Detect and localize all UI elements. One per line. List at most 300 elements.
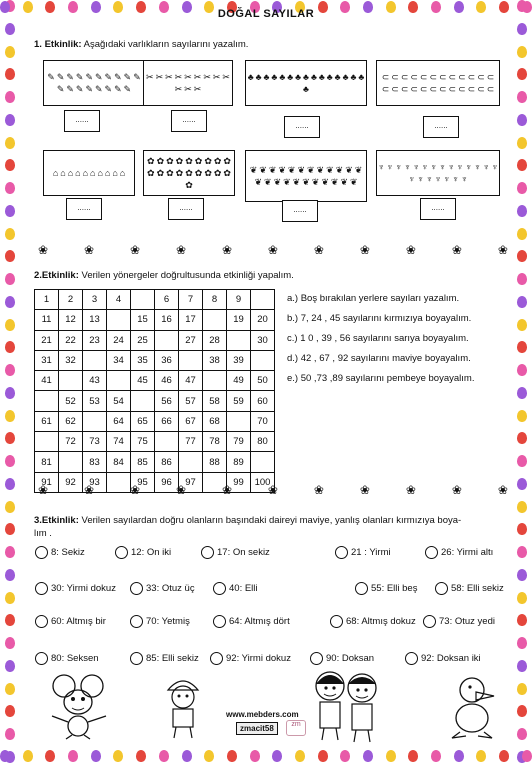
grid-cell: 61: [35, 411, 59, 431]
grid-cell: 79: [227, 432, 251, 452]
balloon-icon: [182, 750, 192, 762]
option-label: 33: Otuz üç: [146, 583, 195, 594]
option-label: 70: Yetmiş: [146, 616, 190, 627]
flower-icon: ❀: [451, 483, 462, 497]
flower-icon: ✿: [185, 156, 193, 166]
paperclip-icon: ⊂: [429, 84, 437, 94]
number-option: [35, 652, 99, 665]
grid-cell: 68: [203, 411, 227, 431]
balloon-icon: [272, 750, 282, 762]
grid-cell[interactable]: [59, 452, 83, 472]
flower-icon: ✿: [147, 156, 155, 166]
option-label: 60: Altmış bir: [51, 616, 106, 627]
answer-circle-icon[interactable]: [423, 615, 436, 628]
grid-cell: 52: [59, 391, 83, 411]
balloon-icon: [517, 455, 527, 467]
balloon-icon: [499, 750, 509, 762]
option-label: 8: Sekiz: [51, 547, 85, 558]
number-option: [405, 652, 481, 665]
answer-circle-icon[interactable]: [330, 615, 343, 628]
grid-row: [35, 290, 275, 310]
answer-box-8[interactable]: ......: [420, 198, 456, 220]
grid-cell: 64: [107, 411, 131, 431]
fish-icon: ❦: [278, 165, 286, 175]
answer-box-3[interactable]: ......: [284, 116, 320, 138]
objects-box-7: [245, 150, 367, 202]
number-option: [35, 582, 116, 595]
grid-cell[interactable]: [227, 330, 251, 350]
option-row: [35, 582, 515, 598]
balloon-icon: [5, 68, 15, 80]
pencil-icon: ✎: [123, 84, 132, 94]
ice-cream-icon: ♆: [460, 174, 468, 184]
instruction-item: e.) 50 ,73 ,89 sayılarını pembeye boyayalım.: [287, 373, 475, 384]
balloon-icon: [227, 750, 237, 762]
grid-cell: 95: [131, 472, 155, 492]
grid-cell: 43: [83, 371, 107, 391]
option-label: 40: Elli: [229, 583, 258, 594]
flower-icon: ✿: [213, 156, 222, 166]
cupcake-icon: ♣: [287, 72, 294, 82]
balloon-icon: [5, 228, 15, 240]
balloon-icon: [5, 660, 15, 672]
option-label: 92: Yirmi dokuz: [226, 653, 291, 664]
answer-circle-icon[interactable]: [130, 615, 143, 628]
grid-cell: 75: [131, 432, 155, 452]
number-option: [423, 615, 495, 628]
flower-icon: ❀: [313, 483, 324, 497]
fish-icon: ❦: [321, 177, 329, 187]
balloon-icon: [5, 91, 15, 103]
grid-cell: 13: [83, 310, 107, 330]
grid-cell: 34: [107, 350, 131, 370]
option-label: 90: Doksan: [326, 653, 375, 664]
balloon-icon: [517, 68, 527, 80]
number-option: [425, 546, 493, 559]
balloon-icon: [0, 750, 10, 762]
grid-cell: 88: [203, 452, 227, 472]
scissors-icon: ✂: [184, 72, 192, 82]
paperclip-icon: ⊂: [439, 72, 447, 82]
grid-cell: 7: [179, 290, 203, 310]
grid-cell: 56: [155, 391, 179, 411]
cupcake-icon: ♣: [247, 72, 254, 82]
grid-cell: 39: [227, 350, 251, 370]
flower-icon: ✿: [185, 168, 193, 178]
grid-cell[interactable]: [251, 350, 275, 370]
grid-row: [35, 452, 275, 472]
balloon-icon: [517, 273, 527, 285]
grid-cell: 16: [155, 310, 179, 330]
grid-cell: 19: [227, 310, 251, 330]
grid-cell: 74: [107, 432, 131, 452]
scissors-icon: ✂: [155, 72, 164, 82]
balloon-icon: [91, 750, 101, 762]
house-icon: ⌂: [104, 168, 111, 178]
balloon-icon: [5, 592, 15, 604]
flower-icon: ✿: [204, 168, 212, 178]
flower-icon: ❀: [38, 483, 49, 497]
balloon-icon: [45, 750, 55, 762]
balloon-icon: [250, 750, 260, 762]
fish-icon: ❦: [345, 165, 353, 175]
flower-icon: ✿: [156, 168, 165, 178]
flower-icon: ✿: [166, 168, 174, 178]
grid-cell: 45: [131, 371, 155, 391]
balloon-icon: [517, 432, 527, 444]
pencil-icon: ✎: [95, 84, 103, 94]
number-option: [330, 615, 416, 628]
ice-cream-icon: ♆: [447, 162, 455, 172]
grid-row: [35, 330, 275, 350]
balloon-icon: [517, 705, 527, 717]
paperclip-icon: ⊂: [381, 72, 390, 82]
pencil-icon: ✎: [95, 72, 103, 82]
answer-box-1[interactable]: ......: [64, 110, 100, 132]
paperclip-icon: ⊂: [381, 84, 390, 94]
paperclip-icon: ⊂: [458, 72, 466, 82]
grid-cell: 8: [203, 290, 227, 310]
flower-divider-2: [38, 483, 508, 497]
house-icon: ⌂: [97, 168, 103, 178]
balloon-icon: [454, 750, 464, 762]
grid-cell: 85: [131, 452, 155, 472]
section2-heading: [34, 270, 294, 281]
number-option: [130, 652, 199, 665]
section3-text-2: lım .: [34, 528, 52, 539]
fish-icon: ❦: [273, 177, 282, 187]
grid-cell[interactable]: [131, 290, 155, 310]
answer-circle-icon[interactable]: [335, 546, 348, 559]
paperclip-icon: ⊂: [400, 72, 409, 82]
number-option: [130, 582, 195, 595]
answer-box-6[interactable]: ......: [168, 198, 204, 220]
pencil-icon: ✎: [75, 84, 84, 94]
grid-cell: 38: [203, 350, 227, 370]
grid-cell: 73: [83, 432, 107, 452]
balloon-icon: [5, 205, 15, 217]
balloon-icon: [295, 750, 305, 762]
cupcake-icon: ♣: [255, 72, 262, 82]
pencil-icon: ✎: [75, 72, 84, 82]
paperclip-icon: ⊂: [448, 84, 457, 94]
answer-circle-icon[interactable]: [405, 652, 418, 665]
balloon-icon: [159, 750, 169, 762]
grid-cell: 60: [251, 391, 275, 411]
grid-cell: 97: [179, 472, 203, 492]
pencil-icon: ✎: [114, 84, 122, 94]
fish-icon: ❦: [292, 177, 301, 187]
scissors-icon: ✂: [212, 72, 221, 82]
balloon-icon: [517, 46, 527, 58]
option-row: [35, 546, 515, 562]
flower-icon: ❀: [221, 243, 232, 257]
flower-icon: ✿: [194, 168, 203, 178]
answer-circle-icon[interactable]: [213, 615, 226, 628]
number-option: [213, 582, 258, 595]
balloon-icon: [517, 569, 527, 581]
flower-icon: ❀: [38, 243, 49, 257]
number-option: [213, 615, 290, 628]
option-label: 68: Altmış dokuz: [346, 616, 416, 627]
balloon-icon: [517, 341, 527, 353]
grid-cell[interactable]: [35, 391, 59, 411]
grid-cell[interactable]: [251, 452, 275, 472]
answer-circle-icon[interactable]: [130, 582, 143, 595]
paperclip-icon: ⊂: [467, 72, 476, 82]
answer-box-7[interactable]: ......: [282, 200, 318, 222]
paperclip-icon: ⊂: [391, 84, 399, 94]
mouse-cartoon-icon: [44, 672, 114, 740]
balloon-icon: [476, 750, 486, 762]
grid-cell: 84: [107, 452, 131, 472]
ice-cream-icon: ♆: [430, 162, 437, 172]
grid-cell: 65: [131, 411, 155, 431]
answer-box-2[interactable]: ......: [171, 110, 207, 132]
fish-icon: ❦: [354, 165, 363, 175]
answer-box-4[interactable]: ......: [423, 116, 459, 138]
pencil-icon: ✎: [56, 72, 65, 82]
grid-cell[interactable]: [107, 310, 131, 330]
ice-cream-icon: ♆: [421, 162, 429, 172]
grid-row: [35, 432, 275, 452]
grid-cell: 99: [227, 472, 251, 492]
grid-cell: 1: [35, 290, 59, 310]
balloon-icon: [517, 296, 527, 308]
grid-cell: 4: [107, 290, 131, 310]
grid-cell: 67: [179, 411, 203, 431]
scissors-icon: ✂: [193, 84, 202, 94]
flower-icon: ❀: [267, 243, 278, 257]
answer-box-5[interactable]: ......: [66, 198, 102, 220]
fish-icon: ❦: [349, 177, 358, 187]
flower-icon: ❀: [405, 243, 416, 257]
grid-row: [35, 350, 275, 370]
grid-cell[interactable]: [203, 371, 227, 391]
grid-cell: 9: [227, 290, 251, 310]
grid-cell[interactable]: [155, 330, 179, 350]
cupcake-icon: ♣: [303, 84, 309, 94]
answer-circle-icon[interactable]: [35, 615, 48, 628]
grid-cell: 47: [179, 371, 203, 391]
objects-box-1: [43, 60, 145, 106]
paperclip-icon: ⊂: [477, 72, 485, 82]
balloon-icon: [517, 205, 527, 217]
flower-icon: ✿: [194, 156, 203, 166]
answer-circle-icon[interactable]: [35, 582, 48, 595]
option-label: 85: Elli sekiz: [146, 653, 199, 664]
grid-cell: 23: [83, 330, 107, 350]
grid-cell: 31: [35, 350, 59, 370]
objects-box-4: [376, 60, 500, 106]
ice-cream-icon: ♆: [474, 162, 481, 172]
fish-icon: ❦: [254, 177, 263, 187]
answer-circle-icon[interactable]: [435, 582, 448, 595]
balloon-icon: [5, 410, 15, 422]
flower-icon: ❀: [221, 483, 232, 497]
balloon-icon: [5, 319, 15, 331]
cupcake-icon: ♣: [318, 72, 325, 82]
paperclip-icon: ⊂: [458, 84, 466, 94]
answer-circle-icon[interactable]: [130, 652, 143, 665]
house-icon: ⌂: [75, 168, 81, 178]
balloon-icon: [340, 750, 350, 762]
grid-cell: 35: [131, 350, 155, 370]
balloon-icon: [113, 750, 123, 762]
grid-cell[interactable]: [35, 432, 59, 452]
balloon-icon: [517, 592, 527, 604]
number-grid: [34, 289, 275, 493]
website-link[interactable]: www.mebders.com: [226, 710, 299, 719]
flower-icon: ❀: [175, 483, 187, 497]
pencil-icon: ✎: [114, 72, 122, 82]
balloon-icon: [386, 750, 396, 762]
grid-cell: 59: [227, 391, 251, 411]
grid-cell: 93: [83, 472, 107, 492]
flower-icon: ❀: [497, 243, 508, 257]
house-icon: ⌂: [82, 168, 88, 178]
grid-row: [35, 411, 275, 431]
number-option: [355, 582, 417, 595]
option-label: 12: On iki: [131, 547, 172, 558]
balloon-icon: [5, 455, 15, 467]
grid-cell[interactable]: [251, 290, 275, 310]
fish-icon: ❦: [297, 165, 305, 175]
balloon-icon: [517, 91, 527, 103]
grid-cell: 89: [227, 452, 251, 472]
flower-icon: ❀: [359, 243, 370, 257]
flower-icon: ❀: [451, 243, 462, 257]
paperclip-icon: ⊂: [419, 84, 428, 94]
grid-cell[interactable]: [83, 411, 107, 431]
number-option: [115, 546, 171, 559]
grid-cell[interactable]: [203, 310, 227, 330]
objects-box-3: [245, 60, 367, 106]
flower-icon: ✿: [175, 168, 184, 178]
option-row: [35, 652, 515, 668]
ice-cream-icon: ♆: [425, 174, 433, 184]
grid-cell[interactable]: [83, 350, 107, 370]
flower-icon: ❀: [405, 483, 416, 497]
grid-cell: 11: [35, 310, 59, 330]
option-label: 21 : Yirmi: [351, 547, 391, 558]
flower-icon: ❀: [359, 483, 370, 497]
flower-icon: ✿: [147, 168, 155, 178]
cupcake-icon: ♣: [263, 72, 270, 82]
section2-label: 2.Etkinlik:: [34, 270, 79, 281]
house-icon: ⌂: [67, 168, 74, 178]
answer-circle-icon[interactable]: [355, 582, 368, 595]
paperclip-icon: ⊂: [439, 84, 447, 94]
balloon-icon: [517, 228, 527, 240]
scissors-icon: ✂: [184, 84, 192, 94]
fish-icon: ❦: [287, 165, 296, 175]
balloon-icon: [5, 137, 15, 149]
fish-icon: ❦: [316, 165, 325, 175]
grid-cell: 66: [155, 411, 179, 431]
house-icon: ⌂: [90, 168, 96, 178]
answer-circle-icon[interactable]: [213, 582, 226, 595]
paperclip-icon: ⊂: [448, 72, 457, 82]
answer-circle-icon[interactable]: [35, 652, 48, 665]
grid-cell: 32: [59, 350, 83, 370]
balloon-icon: [5, 296, 15, 308]
instruction-item: b.) 7, 24 , 45 sayılarını kırmızıya boyayalım.: [287, 313, 472, 324]
grid-cell[interactable]: [59, 371, 83, 391]
author-badge: zmacit58: [236, 722, 278, 735]
fish-icon: ❦: [283, 177, 291, 187]
option-label: 92: Doksan iki: [421, 653, 481, 664]
scissors-icon: ✂: [174, 72, 183, 82]
paperclip-icon: ⊂: [410, 84, 418, 94]
ice-cream-icon: ♆: [465, 162, 472, 172]
balloon-icon: [5, 683, 15, 695]
answer-circle-icon[interactable]: [115, 546, 128, 559]
answer-circle-icon[interactable]: [210, 652, 223, 665]
balloon-icon: [522, 750, 532, 762]
grid-cell[interactable]: [155, 432, 179, 452]
grid-cell[interactable]: [107, 371, 131, 391]
pencil-icon: ✎: [66, 84, 74, 94]
option-label: 64: Altmış dört: [229, 616, 290, 627]
grid-cell: 70: [251, 411, 275, 431]
grid-cell[interactable]: [179, 350, 203, 370]
section3-heading: [34, 514, 512, 540]
answer-circle-icon[interactable]: [35, 546, 48, 559]
cupcake-icon: ♣: [326, 72, 333, 82]
balloon-icon: [5, 23, 15, 35]
grid-cell[interactable]: [179, 452, 203, 472]
balloon-icon: [517, 523, 527, 535]
option-label: 58: Elli sekiz: [451, 583, 504, 594]
ice-cream-icon: ♆: [417, 174, 424, 184]
grid-cell[interactable]: [227, 411, 251, 431]
balloon-icon: [517, 114, 527, 126]
balloon-icon: [5, 387, 15, 399]
balloon-icon: [5, 569, 15, 581]
cupcake-icon: ♣: [310, 72, 317, 82]
flower-icon: ❀: [497, 483, 508, 497]
pencil-icon: ✎: [47, 72, 55, 82]
grid-cell: 62: [59, 411, 83, 431]
grid-cell: 2: [59, 290, 83, 310]
grid-cell: 83: [83, 452, 107, 472]
number-option: [130, 615, 190, 628]
fish-icon: ❦: [249, 165, 258, 175]
balloon-icon: [431, 750, 441, 762]
grid-cell: 22: [59, 330, 83, 350]
ice-cream-icon: ♆: [491, 162, 499, 172]
ice-cream-icon: ♆: [456, 162, 464, 172]
balloon-icon: [517, 319, 527, 331]
grid-cell: 49: [227, 371, 251, 391]
fish-icon: ❦: [311, 177, 320, 187]
grid-cell[interactable]: [131, 391, 155, 411]
pencil-icon: ✎: [133, 72, 141, 82]
fish-icon: ❦: [302, 177, 310, 187]
answer-circle-icon[interactable]: [425, 546, 438, 559]
balloon-icon: [517, 546, 527, 558]
section1-heading: [34, 39, 248, 50]
flower-icon: ✿: [213, 168, 222, 178]
number-option: [210, 652, 291, 665]
balloon-icon: [5, 478, 15, 490]
author-logo: zm: [286, 720, 306, 736]
answer-circle-icon[interactable]: [201, 546, 214, 559]
balloon-icon: [5, 523, 15, 535]
option-label: 17: On sekiz: [217, 547, 270, 558]
fish-icon: ❦: [335, 165, 344, 175]
